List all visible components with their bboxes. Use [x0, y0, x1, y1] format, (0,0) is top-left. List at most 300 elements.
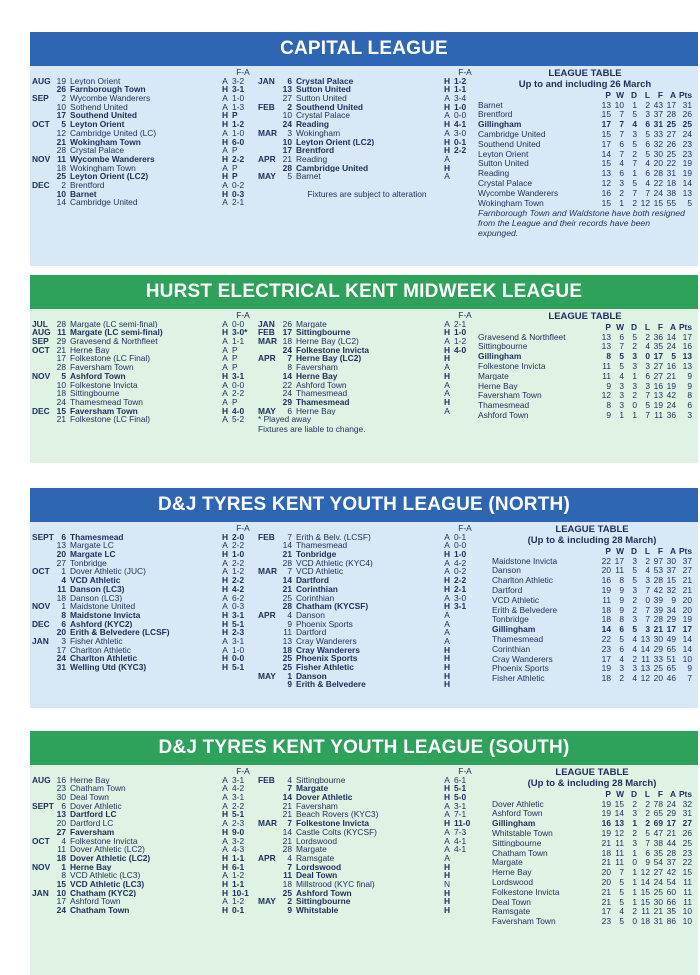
stat-value: 51 [666, 653, 676, 664]
section-title: CAPITAL LEAGUE [30, 30, 698, 66]
stat-value: 7 [645, 614, 650, 625]
stat-value: 6 [687, 400, 692, 411]
stat-value: 6 [645, 847, 650, 858]
fixture-result [454, 155, 476, 164]
stat-value: 11 [683, 896, 692, 907]
stat-value: 28 [653, 614, 663, 625]
stat-value: 3 [632, 351, 637, 362]
fixture-opponent: Dover Athletic [70, 801, 122, 811]
fixture-month [32, 784, 54, 793]
fixture-opponent: Reading [296, 154, 328, 164]
fixture-opponent: Wycombe Wanderers [70, 94, 151, 103]
stat-value: 21 [601, 837, 611, 848]
stat-value: 3 [632, 837, 637, 848]
fixture-venue: H [221, 110, 229, 121]
header-w: W [616, 789, 624, 800]
stat-value: 25 [682, 837, 692, 848]
table-row [492, 625, 692, 635]
fixture-opponent: Phoenix Sports [296, 654, 358, 663]
fixture-month: AUG [32, 327, 51, 338]
fixture-day: 5 [287, 171, 292, 182]
stat-value: 13 [614, 818, 624, 829]
fixture-result: P [232, 353, 238, 364]
fixture-day: 24 [56, 905, 66, 915]
fixture-day: 11 [283, 870, 292, 881]
stat-value: 22 [666, 158, 676, 169]
fixture-result: 5-1 [232, 809, 245, 820]
fixture-day: 24 [282, 388, 292, 399]
fixture-venue: A [444, 852, 450, 863]
table-row [478, 198, 692, 208]
fixture-opponent: Farnborough Town [70, 85, 146, 95]
stat-value: 3 [687, 409, 692, 420]
fixture-venue: A [444, 835, 450, 846]
section-title: D&J TYRES KENT YOUTH LEAGUE (NORTH) [30, 486, 698, 522]
fixture-opponent: Thamesmead [296, 389, 348, 398]
stat-value: 5 [645, 400, 650, 411]
fixture-venue: A [222, 783, 228, 794]
fixture-day: 28 [282, 162, 292, 173]
fixture-month: MAR [258, 566, 278, 577]
fixture-result: 0-3 [232, 188, 245, 199]
stat-value: 19 [601, 584, 611, 595]
stat-value: 15 [653, 197, 663, 208]
stat-value: 4 [645, 341, 650, 352]
fixture-month [32, 381, 54, 390]
team-name: Dartford [492, 585, 523, 595]
fixture-opponent: Sittingbourne [70, 389, 120, 398]
fixtures-column [32, 767, 254, 915]
stat-value: 42 [666, 390, 676, 401]
stat-value: 5 [645, 128, 650, 139]
stat-value: 12 [640, 197, 650, 208]
fixture-opponent: Charlton Athletic [70, 654, 138, 663]
team-name: Gravesend & Northfleet [478, 332, 566, 342]
fixture-day: 17 [56, 644, 66, 655]
fixture-day: 2 [287, 896, 292, 907]
team-name: Gillingham [492, 625, 536, 634]
fixture-opponent: Sittingbourne [296, 328, 351, 338]
fixture-row [32, 198, 254, 207]
table-row [492, 858, 692, 868]
fixture-opponent: Folkestone (LC Final) [70, 415, 151, 424]
stat-value: 29 [666, 808, 676, 819]
fixture-result: 2-2 [232, 800, 245, 811]
fixture-venue: A [444, 405, 450, 416]
fixture-result [454, 611, 476, 620]
fixture-opponent: Wokingham Town [70, 163, 136, 173]
table-row [478, 381, 692, 391]
fixture-venue: H [221, 84, 229, 95]
team-name: Herne Bay [478, 381, 518, 391]
fixture-opponent: VCD Athletic (KYC4) [296, 558, 373, 568]
fixture-month: MAY [258, 896, 276, 907]
fixture-result: 3-1 [232, 635, 245, 646]
stat-value: 24 [653, 876, 663, 887]
stat-value: 19 [682, 168, 692, 179]
fixture-month: JAN [32, 887, 49, 898]
fixture-result: P [232, 110, 238, 121]
stat-value: 14 [682, 177, 692, 188]
fixture-opponent: Herne Bay (LC2) [296, 337, 359, 346]
league-table-title: (Up to & including 28 March) [527, 778, 657, 789]
section-title: D&J TYRES KENT YOUTH LEAGUE (SOUTH) [30, 729, 698, 765]
stat-value: 17 [682, 331, 692, 342]
stat-value: 16 [682, 341, 692, 352]
fixture-result: 2-2 [454, 145, 467, 156]
team-name: Folkestone Invicta [492, 887, 560, 897]
stat-value: 4 [632, 643, 637, 654]
fixture-month [258, 837, 280, 846]
stat-value: 29 [666, 614, 676, 625]
fixture-venue: A [444, 531, 450, 542]
stat-value: 21 [682, 575, 692, 586]
header-p: P [605, 789, 611, 800]
stat-value: 31 [682, 99, 692, 110]
stat-value: 11 [602, 594, 611, 605]
fixture-day: 9 [287, 679, 292, 690]
fixtures-column [258, 68, 476, 199]
stat-value: 12 [614, 827, 624, 838]
fixture-opponent: Erith & Belvedere (LCSF) [70, 628, 170, 637]
stat-value: 25 [682, 119, 692, 130]
table-row [478, 410, 692, 420]
stat-value: 5 [619, 876, 624, 887]
stat-value: 9 [687, 370, 692, 381]
table-row [492, 799, 692, 809]
fixture-day: 21 [56, 414, 66, 425]
fixture-opponent: Whitstable [296, 906, 339, 915]
fixture-month [32, 138, 54, 147]
fixture-month: OCT [32, 566, 50, 577]
fixture-venue: A [222, 818, 228, 829]
fixture-result: 4-0 [232, 405, 245, 416]
fixture-day: 24 [282, 344, 292, 355]
header-pts: Pts [678, 322, 692, 333]
fixture-opponent: VCD Athletic [296, 567, 344, 577]
table-row [492, 595, 692, 605]
stat-value: 6 [645, 370, 650, 381]
fixture-result: 0-0 [232, 379, 245, 390]
fixture-day: 20 [56, 627, 66, 638]
stat-value: 5 [619, 360, 624, 371]
stat-value: 5 [619, 886, 624, 897]
fixture-result: 2-1 [454, 318, 467, 329]
fixture-month [32, 654, 54, 663]
fixture-day: 27 [56, 557, 66, 568]
fixture-opponent: Cambridge United [296, 163, 369, 173]
fixture-result: 0-1 [454, 136, 467, 147]
fixture-month [32, 541, 54, 550]
header-l: L [644, 90, 650, 101]
table-row [492, 634, 692, 644]
fixture-venue: H [221, 119, 229, 130]
fixture-month: NOV [32, 370, 51, 381]
fixture-venue: H [221, 171, 229, 182]
stat-value: 11 [615, 565, 624, 576]
league-table-title: LEAGUE TABLE [548, 68, 622, 79]
stat-value: 21 [653, 624, 663, 635]
stat-value: 66 [666, 896, 676, 907]
stat-value: 3 [632, 584, 637, 595]
fixture-month [258, 871, 280, 880]
table-row [492, 868, 692, 878]
stat-value: 10 [682, 916, 692, 927]
stat-value: 2 [645, 331, 650, 342]
stat-value: 43 [653, 99, 663, 110]
section-midweek [30, 273, 698, 463]
fixture-venue: A [222, 388, 228, 399]
fixture-result: 1-2 [232, 896, 245, 907]
fixture-opponent: VCD Athletic (LC3) [70, 879, 145, 889]
stat-value: 16 [653, 380, 663, 391]
header-l: L [644, 546, 650, 557]
header-a: A [669, 90, 676, 101]
header-l: L [644, 789, 650, 800]
fixture-result: 2-2 [232, 575, 245, 586]
fixture-opponent: Reading [296, 120, 330, 129]
league-table-title: LEAGUE TABLE [555, 767, 629, 778]
stat-value: 15 [601, 109, 611, 120]
fixture-opponent: Thamesmead Town [70, 397, 143, 407]
table-row [478, 149, 692, 159]
fixture-result: 2-2 [232, 388, 245, 399]
stat-value: 17 [666, 99, 676, 110]
fixture-result [454, 389, 476, 398]
section-body [30, 765, 698, 975]
fixture-month [258, 594, 280, 603]
fixture-day: 13 [282, 84, 292, 95]
fixture-result [454, 381, 476, 390]
fixture-venue: A [222, 75, 228, 86]
fixture-day: 4 [61, 835, 66, 846]
fixture-venue: H [443, 145, 451, 156]
fixture-venue: A [444, 379, 450, 390]
table-row [478, 169, 692, 179]
fixture-result: 3-2 [232, 835, 245, 846]
stat-value: 13 [640, 633, 650, 644]
fixture-day: 31 [56, 662, 66, 672]
fixture-venue: A [444, 540, 450, 551]
fixture-venue: A [444, 153, 450, 164]
table-row [492, 556, 692, 566]
fixture-venue: H [443, 162, 451, 173]
stat-value: 42 [666, 867, 676, 878]
fixture-opponent: Herne Bay [70, 345, 110, 355]
fixture-day: 1 [287, 670, 292, 681]
stat-value: 53 [653, 565, 663, 576]
stat-value: 11 [683, 886, 692, 897]
stat-value: 22 [601, 555, 611, 566]
fixture-result [454, 363, 476, 372]
fixture-opponent: Leyton Orient (LC2) [70, 172, 149, 181]
stat-value: 2 [632, 827, 637, 838]
stat-value: 15 [601, 197, 611, 208]
fixture-result: 9-0 [232, 826, 245, 837]
fixture-opponent: Faversham Town [70, 406, 138, 416]
fixture-month: AUG [32, 774, 51, 785]
stat-value: 21 [666, 370, 676, 381]
fixture-venue: A [222, 792, 228, 803]
fixture-day: 7 [287, 818, 292, 829]
stat-value: 13 [601, 341, 611, 352]
fixture-month [32, 871, 54, 880]
fixture-day: 18 [282, 878, 292, 889]
fixture-venue: A [444, 93, 450, 104]
fixture-day: 22 [282, 379, 292, 390]
fixture-month: MAY [258, 405, 276, 416]
stat-value: 30 [666, 555, 676, 566]
fixture-venue: A [444, 557, 450, 568]
fixture-venue: H [221, 327, 229, 338]
stat-value: 16 [601, 818, 611, 829]
stat-value: 3 [645, 575, 650, 586]
fixture-venue: H [443, 75, 451, 86]
fixture-opponent: Deal Town [70, 793, 109, 802]
stat-value: 17 [601, 653, 611, 664]
stat-value: 6 [619, 331, 624, 342]
fixture-venue: H [221, 609, 229, 620]
fixture-opponent: Ashford Town [296, 380, 347, 390]
stat-value: 6 [619, 643, 624, 654]
team-name: Danson [492, 566, 521, 576]
fixture-day: 8 [287, 362, 292, 373]
fixture-result: 3-1 [232, 609, 245, 620]
fixture-day: 14 [282, 792, 292, 803]
fixture-opponent: Wokingham [296, 128, 341, 138]
stat-value: 35 [653, 341, 663, 352]
fixture-day: 21 [282, 809, 292, 820]
stat-value: 6 [645, 138, 650, 149]
fixture-result: 2-2 [232, 153, 245, 164]
fixture-day: 14 [282, 826, 292, 837]
stat-value: 25 [666, 148, 676, 159]
stat-value: 4 [645, 565, 650, 576]
fixture-venue: H [443, 679, 451, 690]
table-row [492, 897, 692, 907]
fa-label: F-A [458, 67, 472, 77]
fixture-result: 1-0 [454, 101, 467, 112]
fixture-opponent: Thamesmead [296, 397, 350, 407]
fixture-day: 9 [287, 905, 292, 915]
stat-value: 19 [601, 827, 611, 838]
stat-value: 65 [666, 663, 676, 674]
fixture-opponent: Chatham (KYC2) [70, 888, 137, 898]
fixture-day: 21 [282, 583, 292, 594]
stat-value: 5 [632, 138, 637, 149]
stat-value: 22 [653, 177, 663, 188]
fixture-month [32, 190, 54, 199]
fixture-opponent: Faversham [296, 363, 338, 372]
league-table-header [492, 789, 692, 799]
fixture-month: SEPT [32, 531, 54, 542]
stat-value: 46 [666, 673, 676, 684]
fixture-venue: H [221, 627, 229, 638]
fixture-result [454, 654, 476, 663]
fixture-venue: H [443, 662, 451, 672]
stat-value: 3 [632, 614, 637, 625]
stat-value: 47 [653, 827, 663, 838]
fixture-opponent: Cambridge United [70, 198, 138, 207]
fixture-venue: H [221, 861, 229, 872]
fixture-result [454, 354, 476, 363]
fixture-month: DEC [32, 405, 50, 416]
stat-value: 54 [666, 876, 676, 887]
team-name: Gillingham [492, 819, 536, 828]
fixture-day: 3 [287, 127, 292, 138]
fixtures-column [32, 311, 254, 424]
league-table [492, 524, 692, 683]
stat-value: 7 [619, 109, 624, 120]
fixture-result: 3-0 [454, 127, 467, 138]
fixture-day: 11 [57, 583, 66, 594]
table-row [492, 605, 692, 615]
stat-value: 7 [687, 673, 692, 684]
stat-value: 3 [645, 380, 650, 391]
team-name: Margate [478, 371, 509, 381]
stat-value: 21 [601, 886, 611, 897]
fixture-venue: A [222, 362, 228, 373]
fixture-day: 28 [282, 557, 292, 568]
fixture-month [258, 541, 280, 550]
stat-value: 22 [682, 857, 692, 868]
fixture-day: 26 [282, 318, 292, 329]
header-pts: Pts [678, 789, 692, 800]
stat-value: 5 [632, 331, 637, 342]
fixture-opponent: Danson (LC3) [70, 593, 123, 603]
fixture-month [258, 111, 280, 120]
team-name: Sutton United [478, 159, 529, 169]
stat-value: 6 [645, 119, 650, 130]
fixture-day: 18 [56, 162, 66, 173]
stat-value: 8 [606, 400, 611, 411]
fixtures-column [258, 767, 476, 915]
stat-value: 6 [619, 624, 624, 635]
fixture-result: 1-2 [232, 566, 245, 577]
stat-value: 24 [653, 187, 663, 198]
fixture-venue: H [443, 119, 451, 130]
team-name: Deal Town [492, 897, 531, 907]
fixture-day: 4 [61, 575, 66, 586]
league-table-title: LEAGUE TABLE [548, 311, 622, 322]
table-row [478, 401, 692, 411]
league-table-title: LEAGUE TABLE [555, 524, 629, 535]
fixture-venue: A [222, 344, 228, 355]
fixture-venue: A [444, 318, 450, 329]
fixture-day: 2 [61, 93, 66, 104]
fixture-opponent: Danson [296, 610, 325, 620]
fixture-result: 3-1 [454, 601, 467, 612]
stat-value: 3 [619, 177, 624, 188]
stat-value: 19 [682, 614, 692, 625]
fixture-venue: A [222, 414, 228, 425]
fixture-opponent: Brentford [296, 146, 335, 155]
fixture-month [258, 550, 280, 559]
header-d: D [630, 90, 637, 101]
stat-value: 8 [606, 351, 611, 362]
fixture-opponent: Ashford Town [70, 371, 126, 381]
stat-value: 12 [640, 867, 650, 878]
fixture-month: OCT [32, 344, 50, 355]
fixture-venue: N [443, 878, 451, 889]
fixture-result: 4-2 [232, 783, 245, 794]
fixtures-column [32, 524, 254, 672]
stat-value: 14 [682, 643, 692, 654]
fixture-venue: H [443, 861, 451, 872]
team-name: Sittingbourne [492, 838, 542, 848]
fixture-opponent: Margate [296, 319, 327, 329]
stat-value: 0 [645, 351, 650, 362]
